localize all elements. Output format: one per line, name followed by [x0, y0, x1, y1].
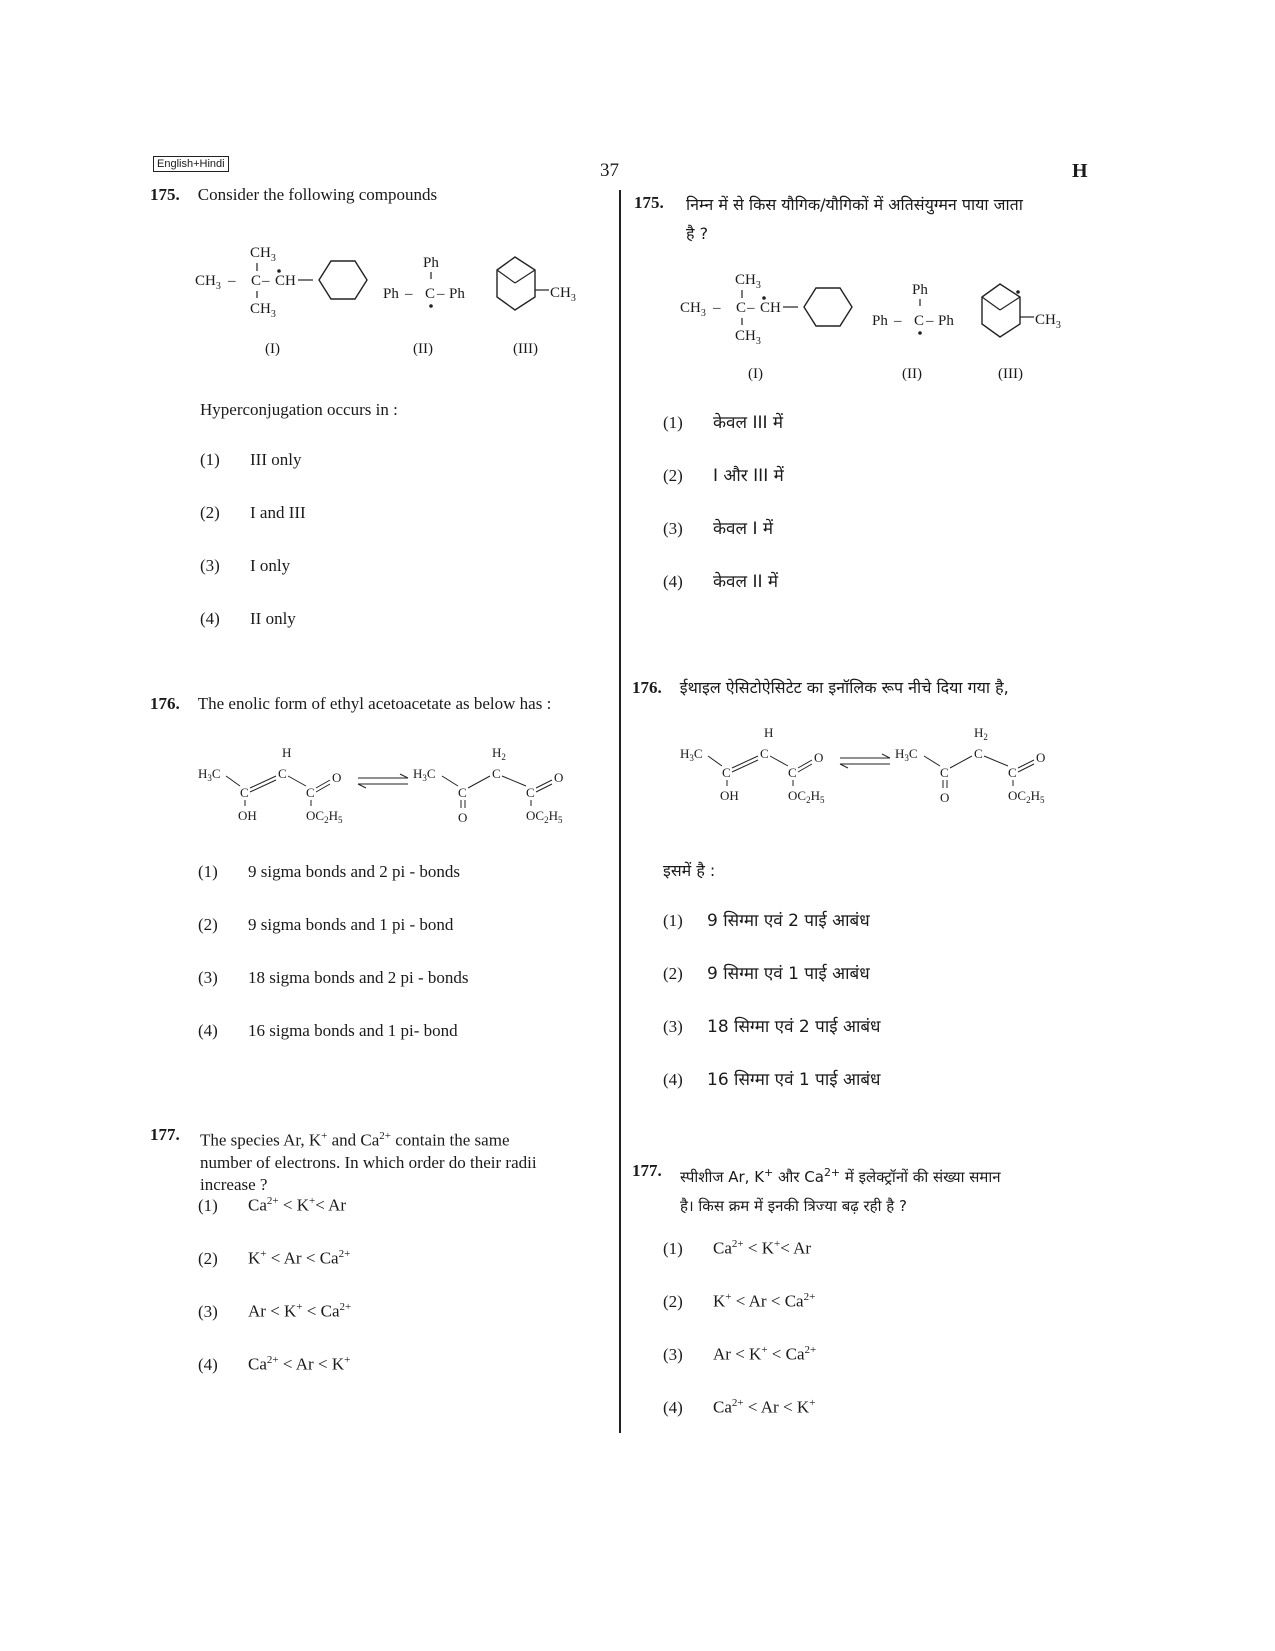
- question-number: 176.: [150, 694, 180, 713]
- svg-text:(III): (III): [513, 341, 538, 357]
- q176-hi: [632, 673, 1009, 702]
- svg-text:–: –: [228, 273, 236, 289]
- svg-text:H3C: $H_3C$: [413, 766, 436, 783]
- svg-text:OC2H5: $OC_2H_5$: [1008, 788, 1045, 805]
- svg-text:CH3: $CH_3$: [680, 300, 706, 319]
- svg-text:–: –: [894, 313, 902, 329]
- q177-options-hi: [663, 1238, 816, 1450]
- svg-text:C: C: [306, 785, 315, 800]
- svg-text:–: –: [437, 286, 445, 302]
- svg-text:–: –: [262, 273, 270, 289]
- q175-en: [150, 184, 437, 206]
- svg-text:C: C: [940, 765, 949, 780]
- column-divider: [619, 190, 621, 1433]
- option[interactable]: (2) I और III में: [663, 466, 784, 486]
- svg-text:Ph: Ph: [423, 255, 439, 271]
- svg-text:C: C: [1008, 765, 1017, 780]
- option[interactable]: (3) $Ar < K^+ < Ca^{2+}$: [663, 1344, 817, 1364]
- q176-en: [150, 693, 551, 715]
- svg-text:(I): (I): [265, 341, 280, 357]
- option[interactable]: (4) 16 सिग्मा एवं 1 पाई आबंध: [663, 1070, 881, 1090]
- svg-text:O: O: [940, 790, 950, 805]
- svg-text:(II): (II): [902, 366, 922, 382]
- option[interactable]: (2) 9 sigma bonds and 1 pi - bond: [198, 915, 454, 934]
- svg-text:C: C: [240, 785, 249, 800]
- svg-text:CH: CH: [275, 273, 296, 289]
- compound-2: [383, 255, 465, 357]
- option[interactable]: (1) $Ca^{2+} < K^+< Ar$: [198, 1195, 347, 1215]
- q177-en: [150, 1125, 610, 1196]
- svg-text:H3C: $H_3C$: [198, 766, 221, 783]
- option[interactable]: (2) $K^+ < Ar < Ca^{2+}$: [663, 1291, 816, 1311]
- svg-text:O: O: [814, 750, 824, 765]
- option[interactable]: (4) $Ca^{2+} < Ar < K^+$: [663, 1397, 816, 1417]
- q175-options-hi: [663, 408, 784, 620]
- svg-text:Ph: Ph: [912, 282, 928, 298]
- svg-text:C: C: [914, 313, 925, 329]
- option[interactable]: (1) $Ca^{2+} < K^+< Ar$: [663, 1238, 812, 1258]
- option[interactable]: (2) I and III: [200, 503, 306, 522]
- compound-3: [497, 257, 576, 357]
- svg-text:C: C: [492, 766, 501, 781]
- svg-text:OC2H5: $OC_2H_5$: [306, 808, 343, 825]
- svg-text:Ph: Ph: [449, 286, 465, 302]
- svg-text:Ph: Ph: [383, 286, 399, 302]
- svg-text:O: O: [554, 770, 564, 785]
- question-number: 177.: [632, 1161, 662, 1180]
- option[interactable]: (1) 9 sigma bonds and 2 pi - bonds: [198, 862, 461, 881]
- option[interactable]: (3) $Ar < K^+ < Ca^{2+}$: [198, 1301, 352, 1321]
- svg-text:C: C: [425, 286, 436, 302]
- svg-text:–: –: [713, 300, 721, 316]
- svg-text:OC2H5: $OC_2H_5$: [526, 808, 563, 825]
- svg-text:–: –: [747, 300, 755, 316]
- option[interactable]: (4) II only: [200, 609, 296, 628]
- option[interactable]: (1) 9 सिग्मा एवं 2 पाई आबंध: [663, 911, 870, 931]
- svg-text:CH: CH: [760, 300, 781, 316]
- svg-text:CH3: $CH_3$: [250, 301, 276, 320]
- svg-text:CH3: $CH_3$: [195, 273, 221, 292]
- svg-text:C: C: [458, 785, 467, 800]
- svg-text:(II): (II): [413, 341, 433, 357]
- svg-text:CH3: $CH_3$: [550, 285, 576, 304]
- svg-text:CH3: $CH_3$: [735, 272, 761, 291]
- svg-text:C: C: [760, 746, 769, 761]
- svg-text:C: C: [736, 300, 747, 316]
- question-number: 176.: [632, 678, 662, 697]
- option[interactable]: (2) 9 सिग्मा एवं 1 पाई आबंध: [663, 964, 870, 984]
- svg-text:CH3: $CH_3$: [250, 245, 276, 264]
- set-code: H: [1072, 160, 1088, 182]
- q175-structures-en: [195, 235, 595, 365]
- svg-text:OC2H5: $OC_2H_5$: [788, 788, 825, 805]
- svg-text:C: C: [278, 766, 287, 781]
- svg-text:C: C: [974, 746, 983, 761]
- q175-prompt-en: Hyperconjugation occurs in :: [200, 400, 398, 419]
- page-number: 37: [600, 160, 619, 181]
- svg-text:H2: $H_2$: [974, 725, 988, 742]
- svg-text:OH: OH: [238, 808, 257, 823]
- question-number: 175.: [634, 193, 664, 212]
- option[interactable]: (3) 18 सिग्मा एवं 2 पाई आबंध: [663, 1017, 881, 1037]
- language-tag: English+Hindi: [153, 156, 229, 172]
- svg-text:OH: OH: [720, 788, 739, 803]
- svg-text:O: O: [458, 810, 468, 825]
- q176-options-hi: [663, 906, 881, 1118]
- question-number: 177.: [150, 1125, 180, 1144]
- option[interactable]: (4) 16 sigma bonds and 1 pi- bond: [198, 1021, 458, 1040]
- svg-text:Ph: Ph: [938, 313, 954, 329]
- question-text: The species Ar, K+ and $Ca^{2+}$ contain the same number of electrons. In which order do their radii increase ?: [200, 1130, 537, 1194]
- svg-text:H3C: $H_3C$: [895, 746, 918, 763]
- svg-text:H3C: $H_3C$: [680, 746, 703, 763]
- q176-options-en: [198, 862, 469, 1074]
- svg-text:O: O: [1036, 750, 1046, 765]
- svg-text:C: C: [251, 273, 262, 289]
- option[interactable]: (3) केवल I में: [663, 519, 774, 539]
- option[interactable]: (3) 18 sigma bonds and 2 pi - bonds: [198, 968, 469, 987]
- svg-text:H: H: [764, 725, 774, 740]
- question-text: Consider the following compounds: [197, 185, 438, 204]
- svg-text:Ph: Ph: [872, 313, 888, 329]
- q175-structures-hi: [680, 262, 1100, 392]
- option[interactable]: (4) केवल II में: [663, 572, 779, 592]
- option[interactable]: (4) $Ca^{2+} < Ar < K^+$: [198, 1354, 351, 1374]
- svg-text:C: C: [526, 785, 535, 800]
- svg-text:C: C: [788, 765, 797, 780]
- svg-text:H2: $H_2$: [492, 745, 506, 762]
- option[interactable]: (1) III only: [200, 450, 302, 469]
- svg-text:C: C: [722, 765, 731, 780]
- option[interactable]: (1) केवल III में: [663, 413, 784, 433]
- svg-text:CH3: $CH_3$: [1035, 312, 1061, 331]
- question-text: ईथाइल ऐसिटोऐसिटेट का इनॉलिक रूप नीचे दिया गया है,: [679, 678, 1009, 697]
- svg-text:O: O: [332, 770, 342, 785]
- q175-hi: [634, 190, 1094, 248]
- question-number: 175.: [150, 185, 180, 204]
- q176-structure-en: [198, 742, 598, 832]
- option[interactable]: (2) $K^+ < Ar < Ca^{2+}$: [198, 1248, 351, 1268]
- question-text: स्पीशीज Ar, K+ और $Ca^{2+}$ में इलेक्ट्रॉनों की संख्या समान है। किस क्रम में इनकी त्रिज्या बढ़ रही है ?: [680, 1166, 1001, 1215]
- svg-text:–: –: [926, 313, 934, 329]
- compound-1: [195, 245, 367, 357]
- q176-prompt-hi: इसमें है :: [663, 861, 716, 880]
- question-text: निम्न में से किस यौगिक/यौगिकों में अतिसंयुग्मन पाया जाता है ?: [686, 195, 1023, 243]
- q175-options-en: [200, 450, 306, 662]
- q176-structure-hi: [680, 722, 1080, 812]
- option[interactable]: (3) I only: [200, 556, 291, 575]
- svg-text:H: H: [282, 745, 292, 760]
- svg-text:(III): (III): [998, 366, 1023, 382]
- svg-text:(I): (I): [748, 366, 763, 382]
- question-text: The enolic form of ethyl acetoacetate as below has :: [197, 694, 552, 713]
- svg-text:CH3: $CH_3$: [735, 328, 761, 347]
- q177-hi: [632, 1158, 1102, 1221]
- svg-text:–: –: [405, 286, 413, 302]
- q177-options-en: [198, 1195, 351, 1407]
